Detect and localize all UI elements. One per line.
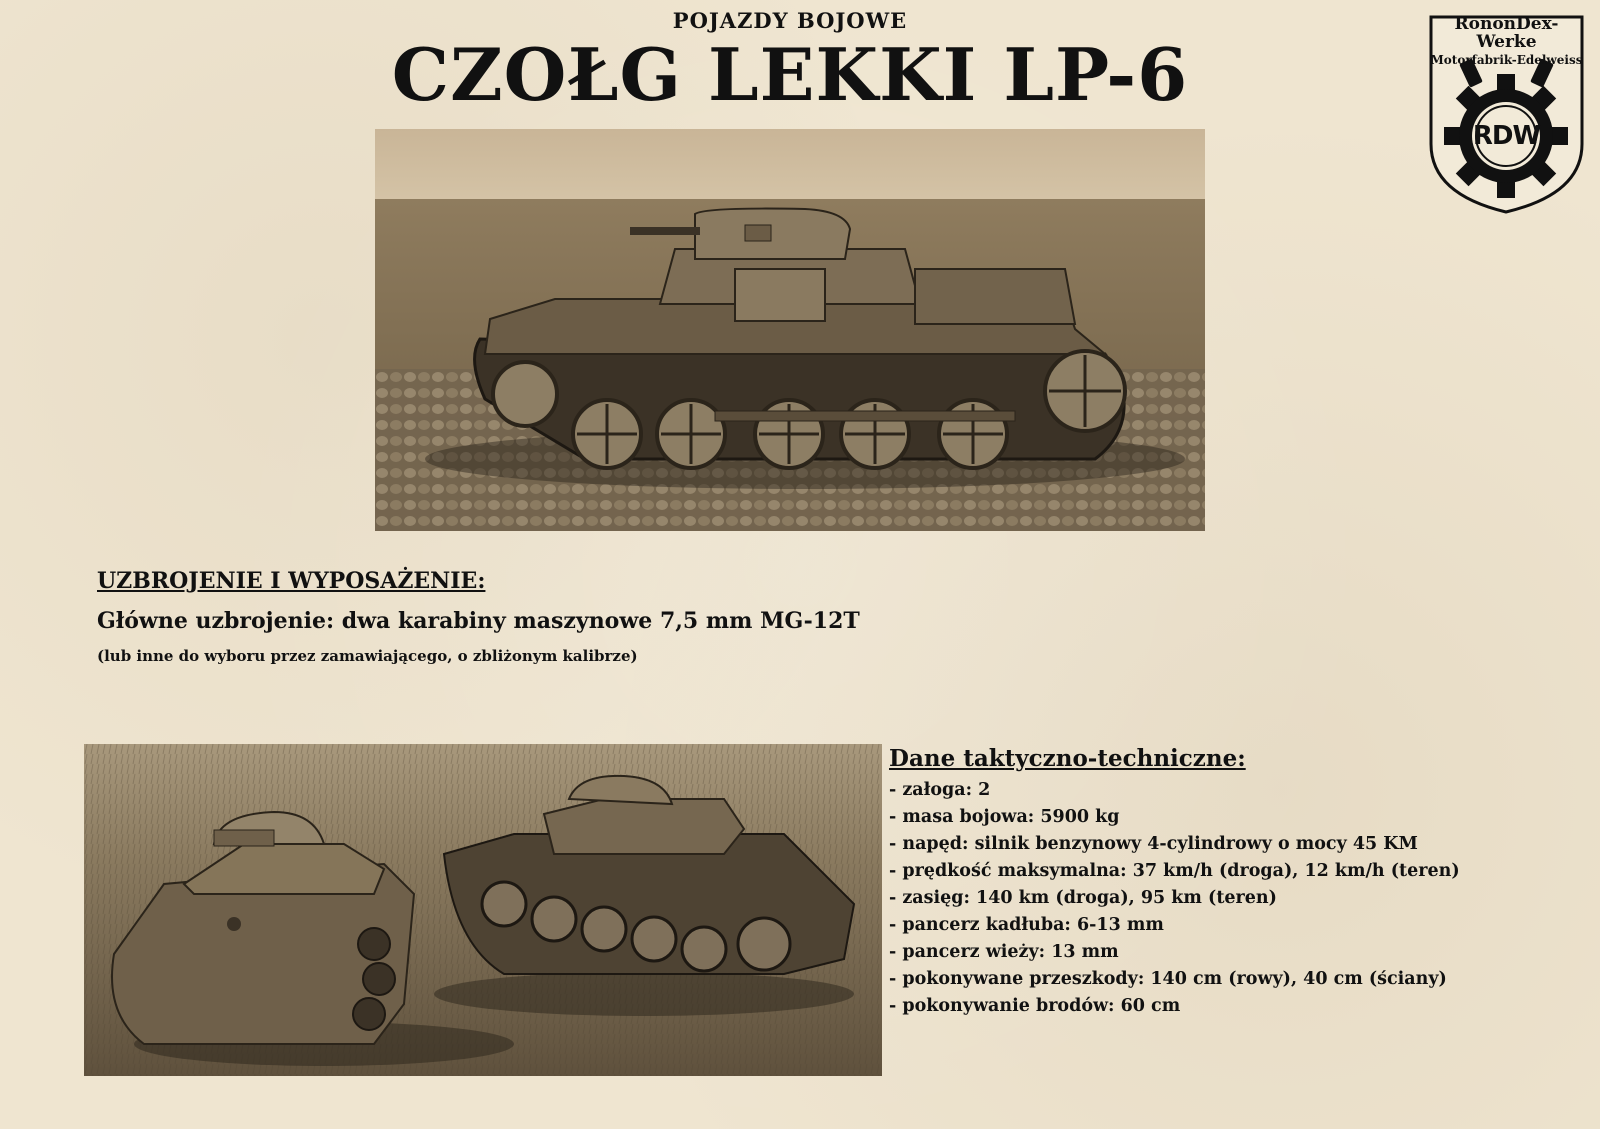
logo-emblem-text: RDW bbox=[1472, 121, 1541, 151]
spec-fording: - pokonywanie brodów: 60 cm bbox=[889, 996, 1181, 1016]
tank-side-view-photo bbox=[375, 129, 1205, 531]
tanks-three-quarter-photo bbox=[84, 744, 882, 1076]
armament-heading: UZBROJENIE I WYPOSAŻENIE: bbox=[97, 568, 486, 594]
logo-line-1: RononDex-Werke bbox=[1454, 14, 1559, 52]
page-title: CZOŁG LEKKI LP-6 bbox=[391, 32, 1189, 117]
logo-wordmark bbox=[1428, 16, 1585, 66]
spec-turret-armor: - pancerz wieży: 13 mm bbox=[889, 942, 1119, 962]
spec-crew: - załoga: 2 bbox=[889, 780, 991, 800]
armament-note: (lub inne do wyboru przez zamawiającego, o zbliżonym kalibrze) bbox=[97, 647, 638, 665]
spec-obstacles: - pokonywane przeszkody: 140 cm (rowy), 40 cm (ściany) bbox=[889, 969, 1447, 989]
spec-weight: - masa bojowa: 5900 kg bbox=[889, 807, 1120, 827]
spec-range: - zasięg: 140 km (droga), 95 km (teren) bbox=[889, 888, 1277, 908]
specs-heading: Dane taktyczno-techniczne: bbox=[889, 745, 1246, 772]
spec-max-speed: - prędkość maksymalna: 37 km/h (droga), 12 km/h (teren) bbox=[889, 861, 1460, 881]
logo-line-2: Motorfabrik-Edelweiss bbox=[1430, 52, 1583, 67]
section-kicker: POJAZDY BOJOWE bbox=[672, 8, 908, 33]
spec-hull-armor: - pancerz kadłuba: 6-13 mm bbox=[889, 915, 1164, 935]
specs-list bbox=[889, 777, 1460, 1020]
company-logo bbox=[1428, 14, 1585, 214]
armament-main-weapons: Główne uzbrojenie: dwa karabiny maszynowe 7,5 mm MG-12T bbox=[97, 608, 860, 634]
spec-engine: - napęd: silnik benzynowy 4-cylindrowy o mocy 45 KM bbox=[889, 834, 1418, 854]
